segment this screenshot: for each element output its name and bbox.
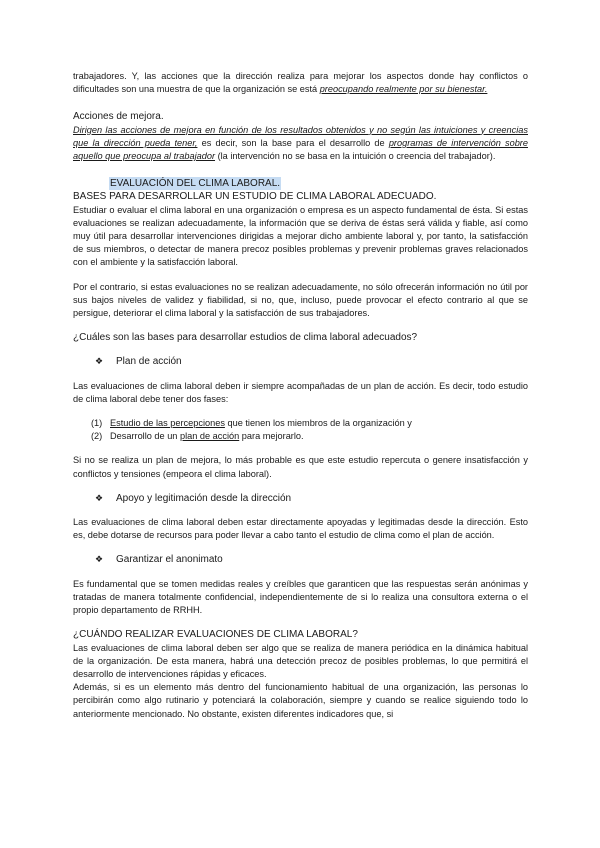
section2-heading: ¿CUÁNDO REALIZAR EVALUACIONES DE CLIMA LABORAL? <box>73 629 358 641</box>
list-item-underlined: plan de acción <box>179 431 240 442</box>
section-subtitle-bases: BASES PARA DESARROLLAR UN ESTUDIO DE CLIMA LABORAL ADECUADO. <box>73 191 437 203</box>
plan-accion-after-paragraph: Si no se realiza un plan de mejora, lo más probable es que este estudio repercuta o genere insatisfacción y conflictos y tensiones (empeora el clima laboral). <box>73 455 528 479</box>
list-item-number: (2) <box>91 431 103 442</box>
section-title-evaluacion: EVALUACIÓN DEL CLIMA LABORAL. <box>110 178 281 190</box>
apoyo-paragraph: Las evaluaciones de clima laboral deben estar directamente apoyadas y legitimadas desde la dirección. Esto es, debe dotarse de recursos para poder llevar a cabo tanto el estudio de clima como el plan de acción. <box>73 517 528 541</box>
intro-emphasis: preocupando realmente por su bienestar. <box>319 84 488 95</box>
list-item-number: (1) <box>91 418 103 429</box>
bullet-anonimato <box>95 553 528 566</box>
bullet-apoyo-direccion <box>95 492 528 505</box>
section2-paragraph-1: Las evaluaciones de clima laboral deben ser algo que se realiza de manera periódica en la dinámica habitual de la organización. De esta manera, habrá una detección precoz de posibles problemas, lo que permitirá el desarrollo de intervenciones rápidas y eficaces. <box>73 642 528 679</box>
bullet-label: Apoyo y legitimación desde la dirección <box>116 492 292 504</box>
acciones-heading: Acciones de mejora. <box>73 111 164 123</box>
acciones-end-text: (la intervención no se basa en la intuición o creencia del trabajador). <box>215 151 496 162</box>
diamond-bullet-icon: ❖ <box>95 492 104 503</box>
section1-paragraph-2: Por el contrario, si estas evaluaciones no se realizan adecuadamente, no sólo ofrecerán información no útil por sus bajos niveles de validez y fiabilidad, si no, que, incluso, puede provocar el efecto contrario al que se persigue, deteriorar el clima laboral y la satisfacción de sus trabajadores. <box>73 281 528 319</box>
page-content <box>73 70 528 721</box>
section2-paragraph-2: Además, si es un elemento más dentro del funcionamiento habitual de una organización, las personas lo percibirán como algo rutinario y potenciará la colaboración, siempre y cuando se realice siguiendo todo lo anteriormente mencionado. No obstante, existen diferentes indicadores que, si <box>73 682 528 719</box>
bullet-plan-accion <box>95 355 528 368</box>
acciones-emphasis-2: programas de intervención sobre aquello que preocupa al trabajador <box>73 137 528 162</box>
list-item-underlined: Estudio de las percepciones <box>110 418 225 429</box>
anonimato-paragraph: Es fundamental que se tomen medidas reales y creíbles que garanticen que las respuestas serán anónimas y tratadas de manera totalmente confidencial, independientemente de si lo realiza una consultora externa o el propio departamento de RRHH. <box>73 578 528 616</box>
list-item <box>91 417 528 430</box>
section1-paragraph-1: Estudiar o evaluar el clima laboral en una organización o empresa es un aspecto fundamental de ésta. Si estas evaluaciones se realizan adecuadamente, la información que se deriva de éstas será válida y fiable, así como muy útil para desarrollar intervenciones dirigidas a mejorar dicho ambiente laboral y, por tanto, la satisfacción de sus miembros, o detectar de manera precoz posibles problemas y prevenir problemas graves relacionados con el ambiente y la satisfacción laboral. <box>73 204 528 268</box>
list-item-text: para mejorarlo. <box>239 431 304 442</box>
bullet-label: Garantizar el anonimato <box>116 554 223 566</box>
bullet-label: Plan de acción <box>116 356 182 368</box>
plan-accion-paragraph: Las evaluaciones de clima laboral deben ir siempre acompañadas de un plan de acción. Es decir, todo estudio de clima laboral debe tener dos fases: <box>73 380 528 404</box>
intro-text: trabajadores. Y, las acciones que la dirección realiza para mejorar los aspectos donde hay conflictos o dificultades son una muestra de que la organización se está <box>73 71 528 95</box>
acciones-mid-text: es decir, son la base para el desarrollo de <box>197 137 389 148</box>
intro-paragraph <box>73 70 528 96</box>
list-item <box>91 430 528 443</box>
list-item-text: que tienen los miembros de la organización y <box>224 418 412 429</box>
acciones-emphasis-1: Dirigen las acciones de mejora en función de los resultados obtenidos y no según las intuiciones y creencias que la dirección pueda tener, <box>73 124 528 148</box>
phase-list <box>91 417 528 443</box>
section1-question: ¿Cuáles son las bases para desarrollar estudios de clima laboral adecuados? <box>73 332 418 344</box>
acciones-paragraph <box>73 124 528 164</box>
list-item-prefix: Desarrollo de un <box>110 431 180 442</box>
diamond-bullet-icon: ❖ <box>95 554 104 565</box>
diamond-bullet-icon: ❖ <box>95 356 104 367</box>
